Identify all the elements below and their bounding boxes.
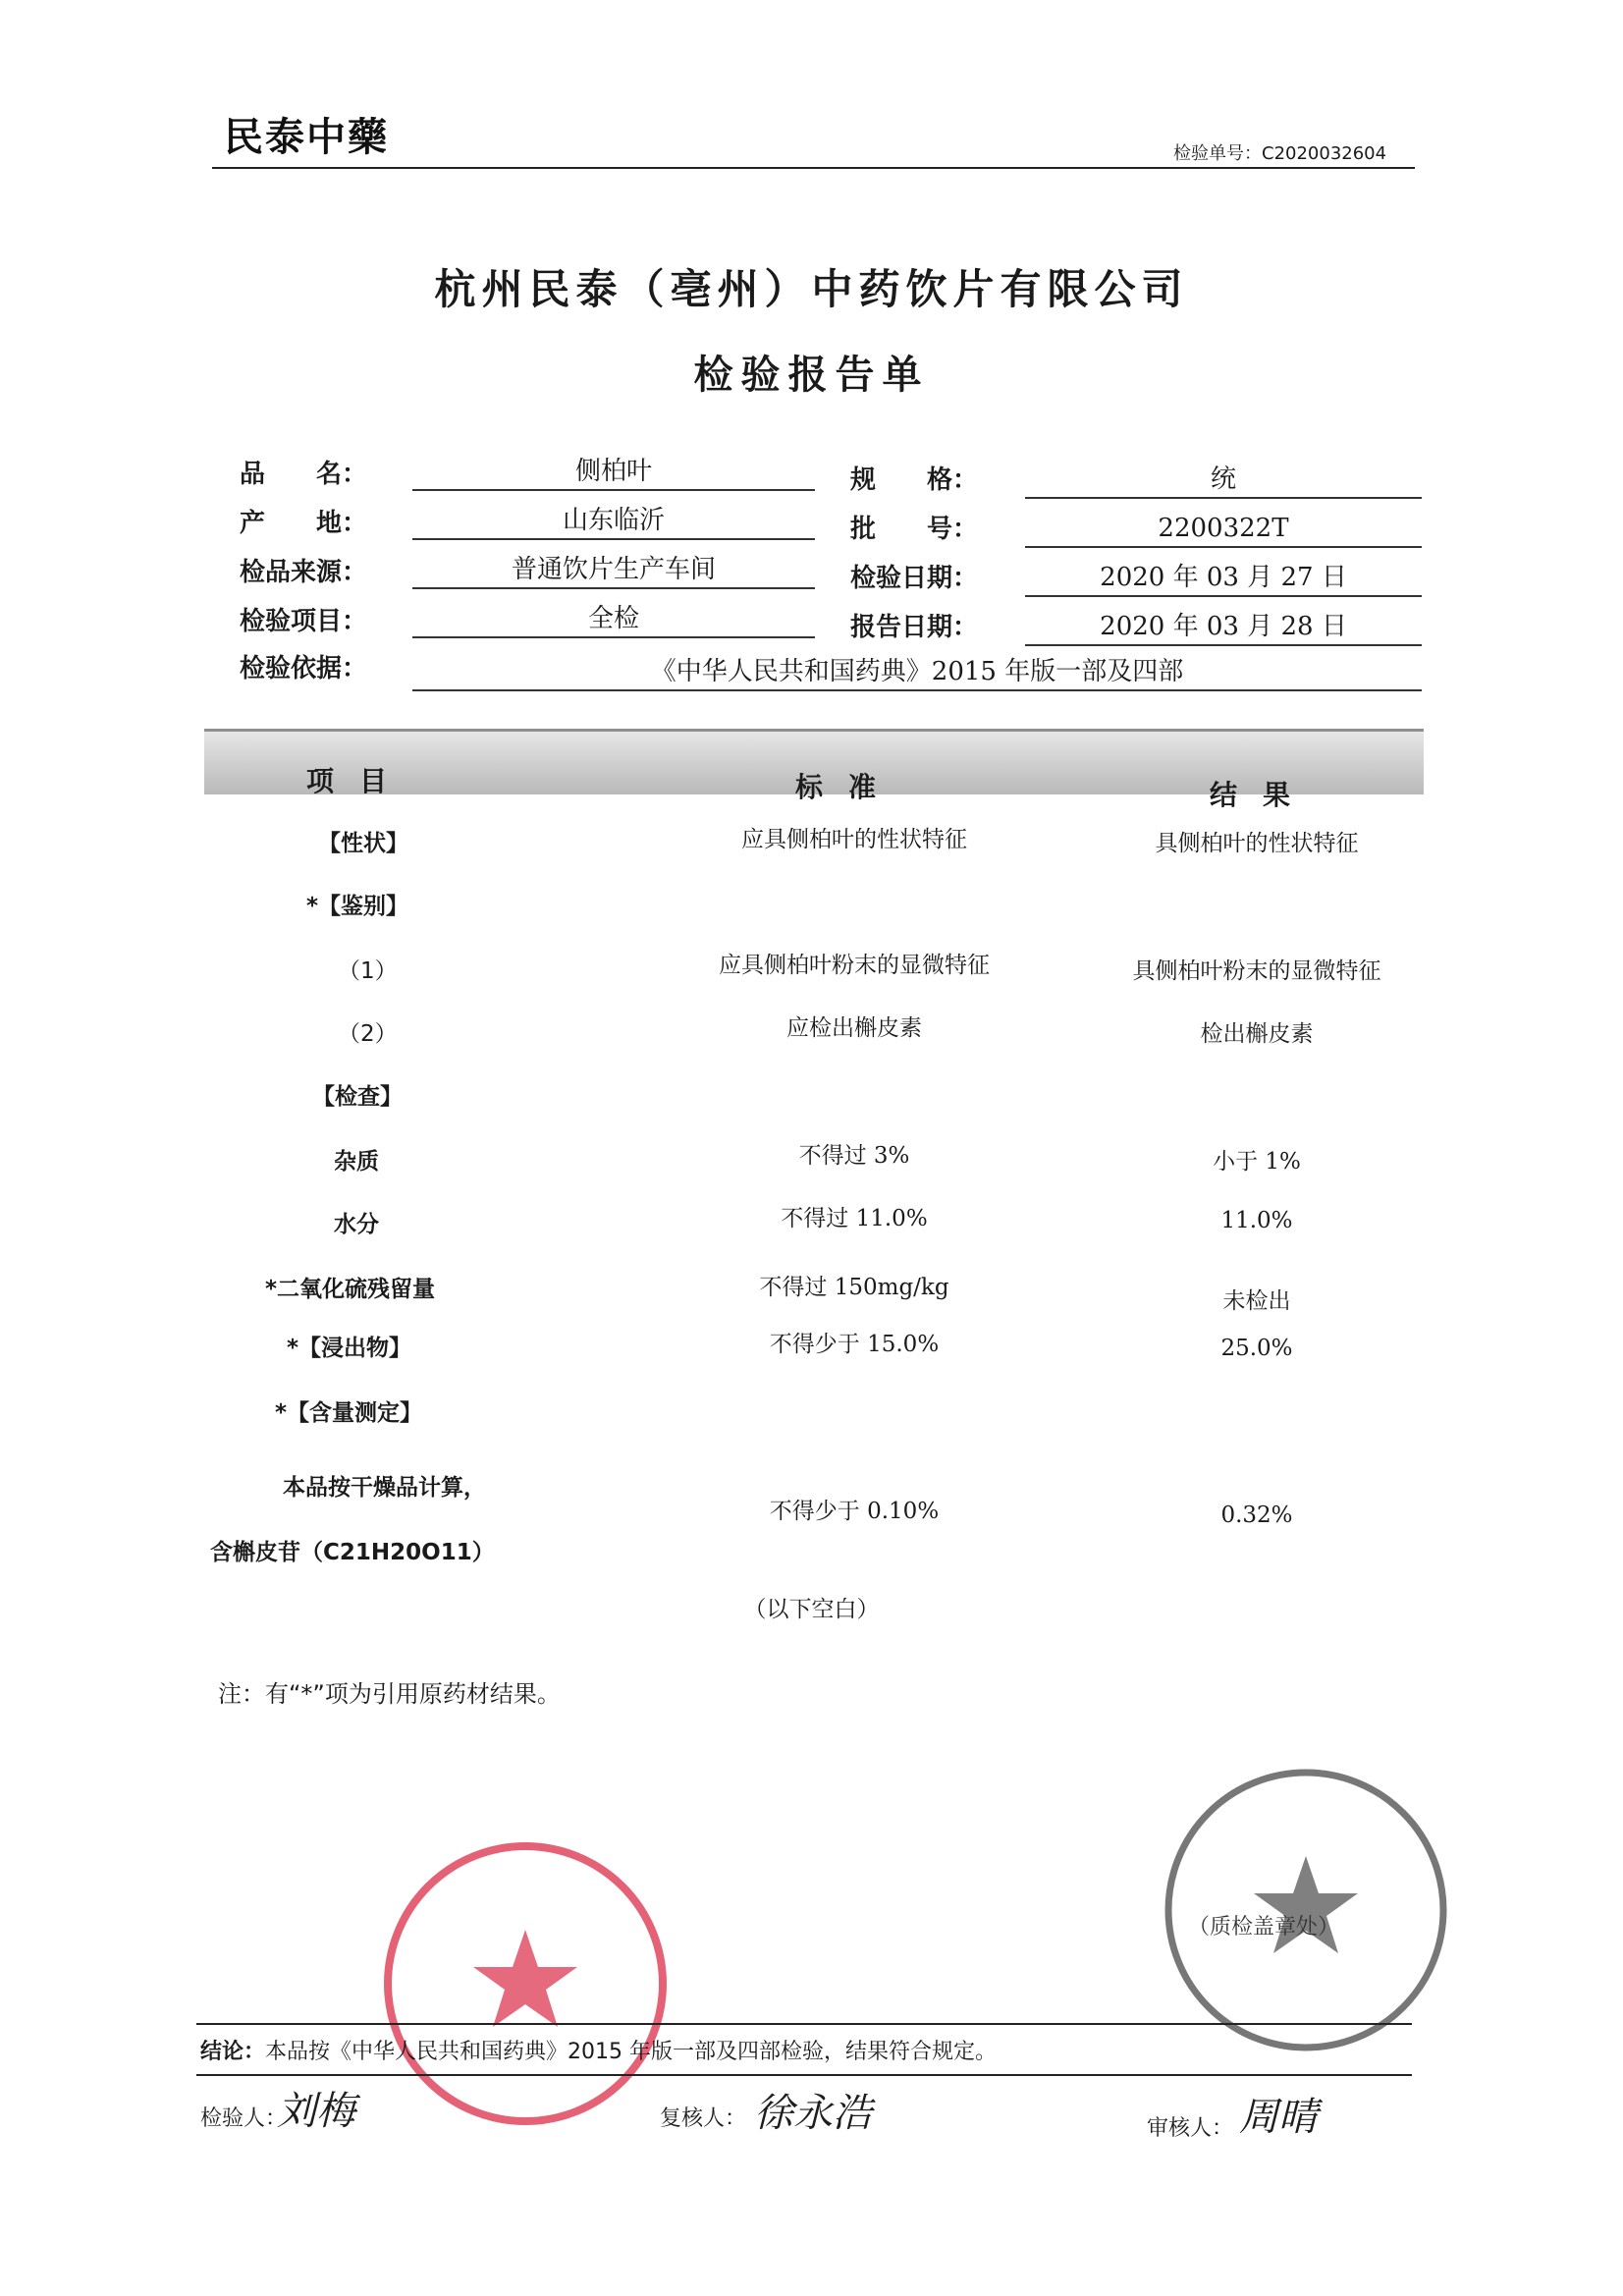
row-moisture-result: 11.0% [1220,1208,1293,1233]
seal-placement-note: （质检盖章处） [1188,1915,1340,1940]
row-assay-calc-item: 本品按干燥品计算， [283,1475,486,1501]
row-assay-item: *【含量测定】 [275,1400,423,1426]
batch-value: 2200322T [1025,511,1422,548]
basis-label: 检验依据： [240,654,368,683]
origin-label: 产 地： [240,509,368,538]
batch-label: 批 号： [850,515,979,544]
company-logo: 民泰中藥 [224,114,389,160]
header-item: 项目 [306,765,413,797]
quality-seal [378,1836,673,2131]
approver-label: 审核人： [1147,2116,1234,2141]
row-ident2-item: （2） [338,1021,398,1047]
row-ident1-result: 具侧柏叶粉末的显微特征 [1132,958,1381,984]
row-assay-compound-item: 含槲皮苷（C21H20O11） [210,1540,495,1565]
document-title: 检验报告单 [693,353,930,398]
row-impurity-item: 杂质 [334,1149,379,1175]
row-moisture-standard: 不得过 11.0% [781,1206,928,1231]
reviewer-label: 复核人： [660,2106,747,2131]
footnote: 注：有“*”项为引用原药材结果。 [218,1680,561,1708]
conclusion-label: 结论： [200,2040,266,2064]
row-impurity-standard: 不得过 3% [798,1143,910,1169]
header-rule [212,167,1415,169]
source-label: 检品来源： [240,558,368,587]
header-standard: 标准 [795,771,902,803]
row-so2-result: 未检出 [1222,1288,1291,1314]
row-extract-result: 25.0% [1220,1336,1293,1361]
row-extract-standard: 不得少于 15.0% [769,1332,940,1357]
report-number: 检验单号：C2020032604 [1173,143,1387,164]
header-result: 结果 [1210,779,1317,811]
row-inspection-item: 【检查】 [312,1084,403,1110]
reviewer-signature: 徐永浩 [754,2091,872,2136]
spec-value: 统 [1025,462,1422,499]
conclusion [200,2035,997,2065]
conclusion-text: 本品按《中华人民共和国药典》2015 年版一部及四部检验，结果符合规定。 [265,2040,997,2064]
row-identification-item: *【鉴别】 [306,894,409,919]
item-value: 全检 [412,601,815,638]
item-label: 检验项目： [240,607,368,636]
row-moisture-item: 水分 [334,1212,379,1237]
origin-value: 山东临沂 [412,503,815,540]
row-character-item: 【性状】 [318,831,408,856]
basis-value: 《中华人民共和国药典》2015 年版一部及四部 [412,654,1422,691]
product-label: 品 名： [240,460,368,489]
row-so2-item: *二氧化硫残留量 [265,1277,436,1302]
row-extract-item: *【浸出物】 [287,1336,412,1361]
approver-signature: 周晴 [1239,2095,1318,2140]
row-assay-result: 0.32% [1220,1503,1293,1528]
row-ident1-item: （1） [338,958,398,984]
row-ident2-result: 检出槲皮素 [1200,1021,1314,1047]
company-name: 杭州民泰（亳州）中药饮片有限公司 [434,265,1189,313]
inspector-label: 检验人： [200,2106,288,2131]
report-date-value: 2020 年 03 月 28 日 [1025,609,1422,646]
blank-below-note: （以下空白） [743,1597,880,1622]
inspect-date-label: 检验日期： [850,564,979,593]
conclusion-bottom-rule [196,2074,1412,2076]
row-so2-standard: 不得过 150mg/kg [759,1275,949,1300]
source-value: 普通饮片生产车间 [412,552,815,589]
spec-label: 规 格： [850,465,979,495]
row-ident1-standard: 应具侧柏叶粉末的显微特征 [719,953,990,978]
row-ident2-standard: 应检出槲皮素 [786,1015,922,1041]
row-character-result: 具侧柏叶的性状特征 [1155,831,1359,856]
row-assay-standard: 不得少于 0.10% [769,1499,940,1524]
row-impurity-result: 小于 1% [1213,1149,1301,1175]
conclusion-top-rule [196,2023,1412,2025]
report-date-label: 报告日期： [850,613,979,642]
inspect-date-value: 2020 年 03 月 27 日 [1025,560,1422,597]
product-value: 侧柏叶 [412,454,815,491]
row-character-standard: 应具侧柏叶的性状特征 [741,827,967,852]
inspector-signature: 刘梅 [277,2089,355,2134]
